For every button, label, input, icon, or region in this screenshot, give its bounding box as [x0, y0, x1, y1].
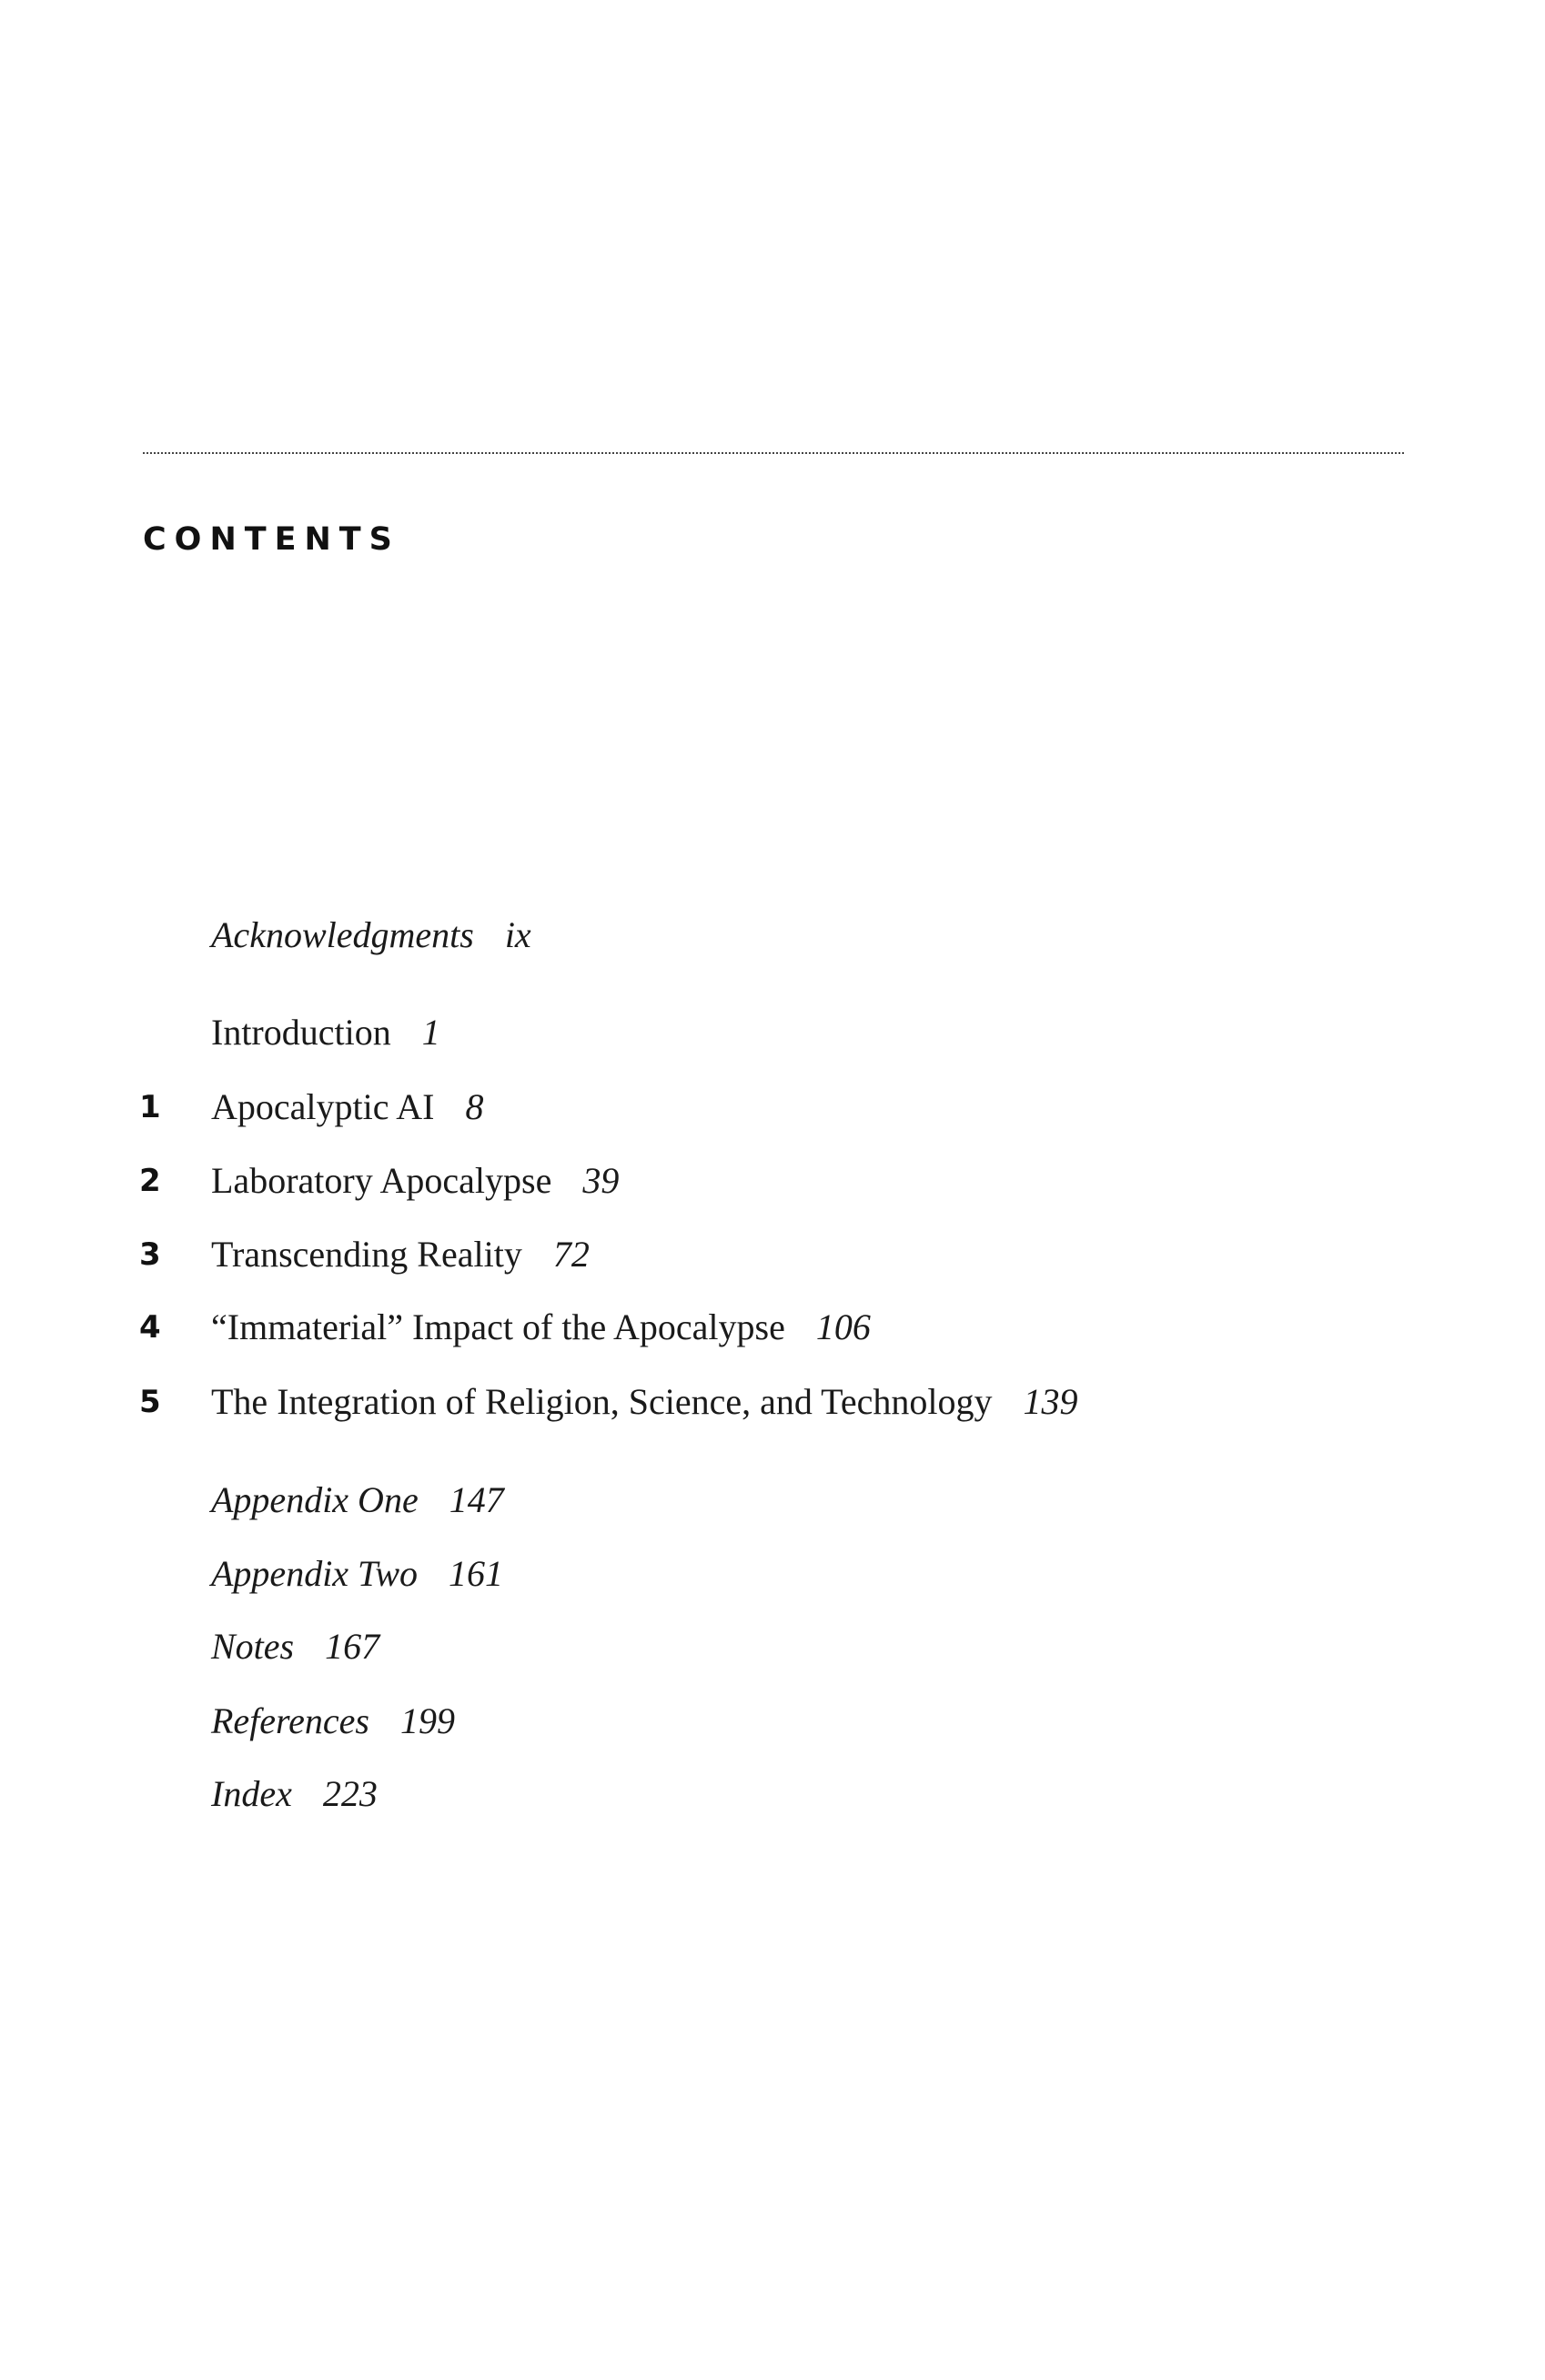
toc-entry-title	[211, 1547, 503, 1601]
toc-entry-label: References	[211, 1700, 369, 1741]
toc-entry-title	[211, 1227, 590, 1282]
toc-entry-title	[211, 1694, 455, 1749]
toc-entry-label: “Immaterial” Impact of the Apocalypse	[211, 1306, 785, 1347]
toc-entry-page: 8	[465, 1086, 484, 1127]
chapter-number: 1	[139, 1089, 161, 1125]
toc-entry-appendix-two[interactable]	[0, 1547, 1545, 1601]
toc-entry-title	[211, 1154, 619, 1208]
chapter-number: 2	[139, 1163, 161, 1199]
toc-entry-label: Appendix One	[211, 1479, 419, 1520]
toc-entry-page: 39	[582, 1160, 620, 1201]
toc-entry-appendix-one[interactable]	[0, 1473, 1545, 1528]
toc-entry-index[interactable]	[0, 1767, 1545, 1821]
toc-entry-title	[211, 1767, 378, 1821]
toc-entry-title	[211, 1375, 1077, 1429]
toc-entry-label: The Integration of Religion, Science, and Technology	[211, 1381, 993, 1422]
toc-entry-label: Appendix Two	[211, 1553, 419, 1594]
toc-entry-page: 147	[449, 1479, 504, 1520]
toc-entry-page: 161	[449, 1553, 504, 1594]
toc-entry-label: Index	[211, 1773, 292, 1814]
chapter-number: 5	[139, 1384, 161, 1420]
toc-entry-page: 139	[1023, 1381, 1078, 1422]
toc-entry-title	[211, 908, 531, 963]
toc-entry-chapter-1[interactable]	[0, 1080, 1545, 1135]
toc-entry-label: Introduction	[211, 1012, 391, 1053]
toc-entry-label: Transcending Reality	[211, 1234, 522, 1275]
toc-entry-chapter-4[interactable]	[0, 1300, 1545, 1355]
toc-entry-introduction[interactable]	[0, 1005, 1545, 1060]
toc-entry-page: 1	[421, 1012, 440, 1053]
toc-entry-title	[211, 1619, 379, 1674]
chapter-number: 3	[139, 1236, 161, 1273]
toc-entry-title	[211, 1005, 440, 1060]
toc-entry-title	[211, 1080, 484, 1135]
toc-entry-label: Notes	[211, 1626, 295, 1667]
toc-entry-notes[interactable]	[0, 1619, 1545, 1674]
toc-entry-page: ix	[504, 914, 531, 955]
toc-entry-label: Acknowledgments	[211, 914, 474, 955]
toc-entry-label: Apocalyptic AI	[211, 1086, 435, 1127]
toc-entry-chapter-5[interactable]	[0, 1375, 1545, 1429]
toc-entry-page: 223	[322, 1773, 378, 1814]
toc-entry-acknowledgments[interactable]	[0, 908, 1545, 963]
toc-entry-references[interactable]	[0, 1694, 1545, 1749]
toc-entry-page: 167	[325, 1626, 380, 1667]
toc-entry-chapter-2[interactable]	[0, 1154, 1545, 1208]
chapter-number: 4	[139, 1309, 161, 1346]
contents-heading: CONTENTS	[143, 521, 400, 558]
toc-entry-page: 106	[815, 1306, 871, 1347]
toc-entry-title	[211, 1300, 871, 1355]
toc-entry-chapter-3[interactable]	[0, 1227, 1545, 1282]
toc-entry-page: 199	[399, 1700, 455, 1741]
toc-entry-page: 72	[552, 1234, 590, 1275]
toc-entry-label: Laboratory Apocalypse	[211, 1160, 552, 1201]
toc-entry-title	[211, 1473, 504, 1528]
